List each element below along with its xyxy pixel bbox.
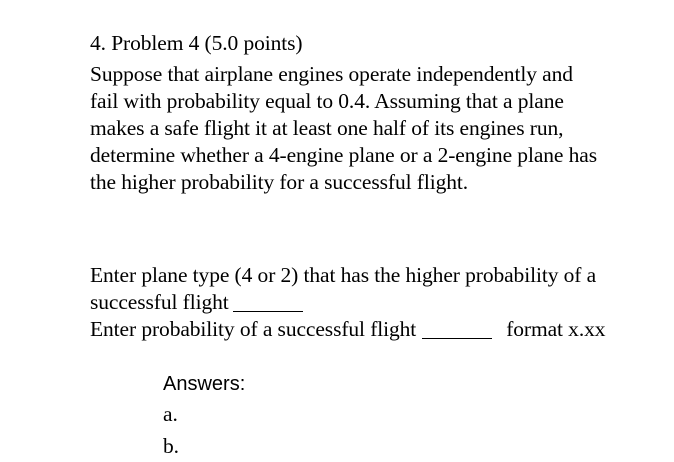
answers-heading: Answers: (163, 373, 246, 395)
probability-blank (422, 337, 492, 339)
answer-prompts (90, 262, 605, 343)
problem-title: 4. Problem 4 (5.0 points) (90, 31, 303, 55)
problem-line: makes a safe flight it at least one half of its engines run, (90, 116, 564, 140)
answers-section (163, 371, 245, 462)
problem-statement (90, 61, 597, 196)
problem-line: fail with probability equal to 0.4. Assuming that a plane (90, 89, 564, 113)
plane-type-blank (233, 310, 303, 312)
probability-prompt-line (90, 316, 605, 343)
plane-type-prompt-continuation (90, 289, 605, 316)
problem-line: determine whether a 4-engine plane or a 2-engine plane has (90, 143, 597, 167)
format-hint: format x.xx (506, 317, 606, 341)
plane-type-prompt-line: Enter plane type (4 or 2) that has the higher probability of a (90, 263, 597, 287)
plane-type-prompt-text: successful flight (90, 290, 229, 314)
answer-item-b: b. (163, 434, 179, 458)
answer-item-a: a. (163, 402, 178, 426)
problem-line: the higher probability for a successful flight. (90, 170, 469, 194)
problem-line: Suppose that airplane engines operate independently and (90, 62, 573, 86)
probability-prompt-text: Enter probability of a successful flight (90, 317, 417, 341)
